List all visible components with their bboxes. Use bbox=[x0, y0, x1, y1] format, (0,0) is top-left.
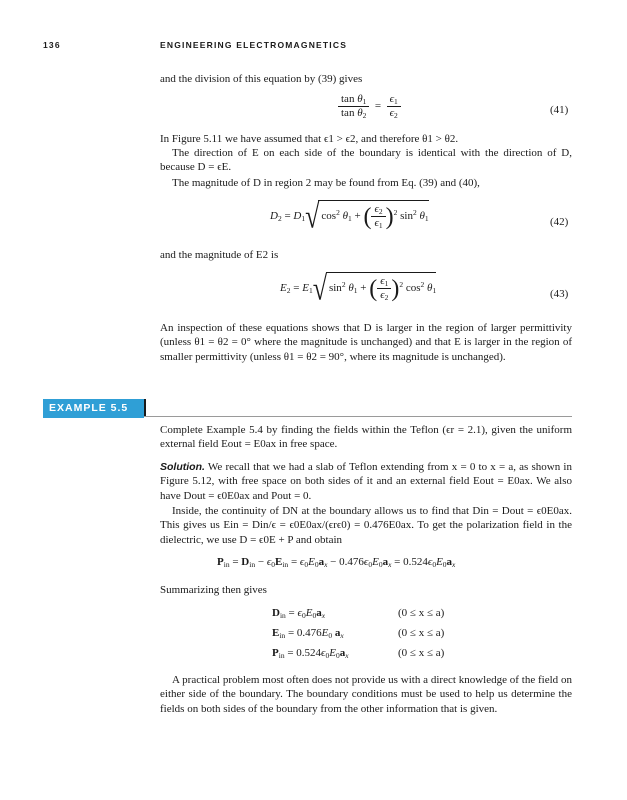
e2-sentence: and the magnitude of E2 is bbox=[160, 249, 279, 261]
page-number: 136 bbox=[43, 40, 61, 50]
figure-511-sentence: In Figure 5.11 we have assumed that ϵ1 > ϵ2, and therefore θ1 > θ2. bbox=[160, 133, 459, 145]
summarizing-sentence: Summarizing then gives bbox=[160, 584, 267, 596]
summary-ein: $E_{in} = 0.476E_0$ $a_x$ bbox=[272, 627, 344, 640]
equation-41-number: (41) bbox=[550, 104, 569, 116]
summary-din: $D_{in} = \epsilon_0E_0a_x$ bbox=[272, 607, 326, 620]
summary-ein-range: (0 ≤ x ≤ a) bbox=[398, 627, 445, 639]
direction-paragraph: The direction of E on each side of the boundary is identical with the direction of D, because D = ϵE. bbox=[160, 147, 572, 174]
example-label: EXAMPLE 5.5 bbox=[43, 399, 144, 418]
running-title: ENGINEERING ELECTROMAGNETICS bbox=[160, 40, 348, 50]
summary-din-range: (0 ≤ x ≤ a) bbox=[398, 607, 445, 619]
inside-paragraph: Inside, the continuity of DN at the boundary allows us to find that Din = Dout = ϵ0E0ax. This gives us Ein = Din/ϵ = ϵ0E0ax/(ϵrϵ0) = 0.476E0ax. To get the polarization field in the dielectric, we use D = ϵ0E + P and obtain bbox=[160, 505, 572, 546]
intro-paragraph: and the division of this equation by (39) gives bbox=[160, 73, 363, 85]
inspection-paragraph: An inspection of these equations shows that D is larger in the region of larger permittivity (unless θ1 = θ2 = 0° where the magnitude is unchanged) and that E is larger in the region of smaller permittivity (unless θ1 = θ2 = 90°, where its magnitude is unchanged). bbox=[160, 322, 572, 363]
solution-text: We recall that we had a slab of Teflon extending from x = 0 to x = a, as shown in Figure 5.12, with free space on both sides of it and an external field Eout = E0ax. We also have Dout = ϵ0E0ax and Pout = 0. bbox=[160, 461, 572, 502]
summary-pin-range: (0 ≤ x ≤ a) bbox=[398, 647, 445, 659]
example-divider-rule bbox=[144, 416, 572, 417]
summary-pin: $P_{in} = 0.524\epsilon_0E_0a_x$ bbox=[272, 647, 349, 660]
example-divider-tick bbox=[144, 399, 146, 417]
example-statement: Complete Example 5.4 by finding the fields within the Teflon (ϵr = 2.1), given the uniform external field Eout = E0ax in free space. bbox=[160, 424, 572, 451]
solution-paragraph bbox=[160, 460, 572, 503]
equation-43-number: (43) bbox=[550, 288, 569, 300]
equation-42: $D_2 = D_1√$ $\cos^2 \theta_1$ + ( $\frac{\epsilon_2}{\epsilon_1}$ )$^2$ $\sin^2 \theta_1$ bbox=[270, 197, 429, 236]
practical-paragraph: A practical problem most often does not provide us with a direct knowledge of the field on either side of the boundary. The boundary conditions must be used to help us determine the fields on both sides of the boundary from the other information that is given. bbox=[160, 674, 572, 715]
magnitude-paragraph: The magnitude of D in region 2 may be found from Eq. (39) and (40), bbox=[172, 177, 480, 189]
equation-43: $E_2 = E_1√$ $\sin^2 \theta_1$ + ( $\frac{\epsilon_1}{\epsilon_2}$ )$^2$ $\cos^2 \theta_1$ bbox=[280, 269, 437, 308]
solution-label: Solution. bbox=[160, 461, 205, 473]
equation-41: $\frac{\tan \theta_1}{\tan \theta_2}$ = $\frac{\epsilon_1}{\epsilon_2}$ bbox=[338, 93, 401, 120]
equation-42-number: (42) bbox=[550, 216, 569, 228]
polarization-equation: $P_{in} = D_{in} - \epsilon_0E_{in} = \epsilon_0E_0a_x - 0.476\epsilon_0E_0a_x = 0.524\epsilon_0E_0a_x$ bbox=[217, 556, 456, 569]
